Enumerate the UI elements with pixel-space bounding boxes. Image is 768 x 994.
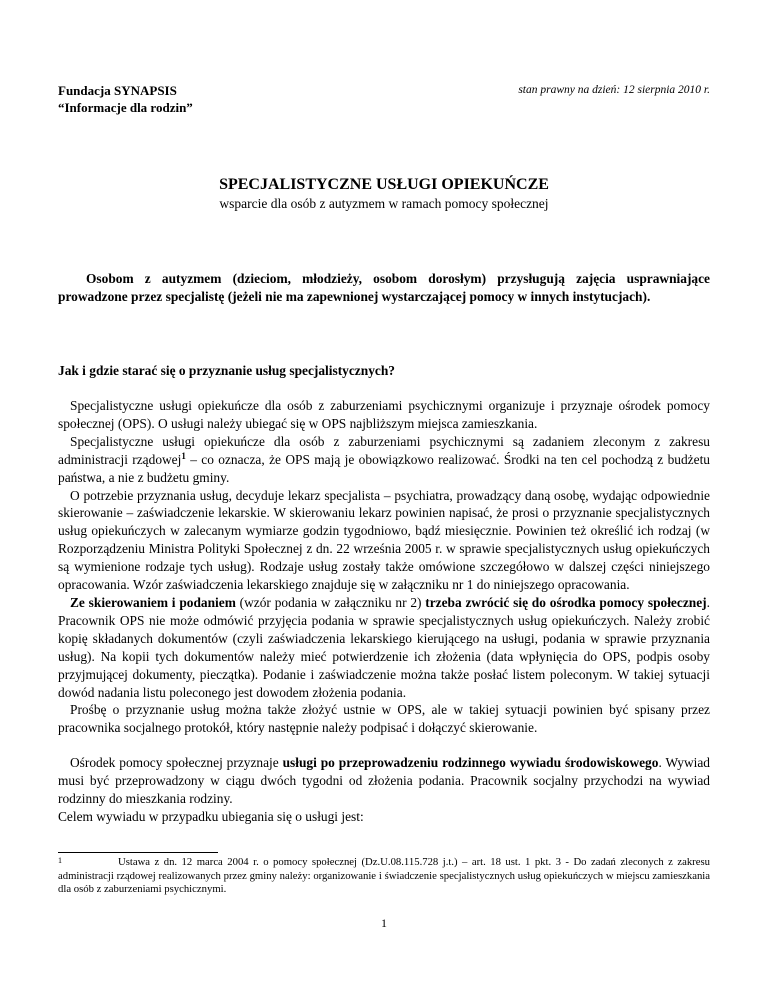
paragraph-3: O potrzebie przyznania usług, decyduje lekarz specjalista – psychiatra, prowadzący daną osobę, wydając odpowiednie skierowanie – zaświadczenie lekarskie. W skierowaniu lekarz powinien napisać, że prosi o przyznanie specjalistycznych usług opiekuńczych w zalecanym wymiarze godzin tygodniowo, bądź miesięcznie. Powinien też określić ich rodzaj (w Rozporządzeniu Ministra Polityki Społecznej z dn. 22 września 2005 r. w sprawie specjalistycznych usług opiekuńczych są wymienione rodzaje tych usług). Rodzaje usług zostały także omówione szczegółowo w dalszej części niniejszego opracowania. Wzór zaświadczenia lekarskiego znajduje się w załączniku nr 1 do niniejszego opracowania. [58, 487, 710, 593]
body-text [58, 397, 710, 826]
paragraph-6-text-2: . Wywiad musi być przeprowadzony w ciągu dwóch tygodni od złożenia podania. Pracownik socjalny przychodzi na wywiad rodzinny do mieszkania rodziny. [58, 755, 711, 807]
series-name: “Informacje dla rodzin” [58, 100, 193, 115]
paragraph-2-text-b: – co oznacza, że OPS mają je obowiązkowo realizować. Środki na ten cel pochodzą z budżetu państwa, a nie z budżetu gminy. [58, 451, 710, 485]
footnote [58, 856, 710, 897]
paragraph-2-text-a: Specjalistyczne usługi opiekuńcze dla osób z zaburzeniami psychicznymi są zadaniem zleconym z zakresu administracji rządowej [58, 433, 710, 467]
document-subtitle: wsparcie dla osób z autyzmem w ramach pomocy społecznej [219, 196, 549, 211]
paragraph-6-bold-1: usługi po przeprowadzeniu rodzinnego wywiadu środowiskowego [282, 755, 659, 771]
paragraph-4-bold-2: trzeba zwrócić się do ośrodka pomocy społecznej [425, 594, 707, 610]
document-title-block [58, 175, 710, 213]
paragraph-6-text-1: Ośrodek pomocy społecznej przyznaje [70, 755, 283, 771]
paragraph-4-bold-1: Ze skierowaniem i podaniem [70, 594, 236, 610]
footnote-text: Ustawa z dn. 12 marca 2004 r. o pomocy społecznej (Dz.U.08.115.728 j.t.) – art. 18 ust. 1 pkt. 3 - Do zadań zleconych z zakresu administracji rządowej realizowanych przez gminy należy: organizowanie i świadczenie specjalistycznych usług opiekuńczych w miejscu zamieszkania dla osób z zaburzeniami psychicznymi. [58, 856, 710, 896]
paragraph-4-text-2: . Pracownik OPS nie może odmówić przyjęcia podania w sprawie specjalistycznych usług opiekuńczych. Należy zrobić kopię składanych dokumentów (czyli zaświadczenia lekarskiego kierującego na usługi, podania w sprawie przyznania usług). Na kopii tych dokumentów należy mieć potwierdzenie ich złożenia (data wpłynięcia do OPS, podpis osoby przyjmującej dokumenty, pieczątka). Podanie i zaświadczenie można także posłać listem poleconym. W takiej sytuacji dowód nadania listu poleconego jest dowodem złożenia podania. [58, 594, 710, 700]
intro-paragraph: Osobom z autyzmem (dzieciom, młodzieży, osobom dorosłym) przysługują zajęcia usprawniające prowadzone przez specjalistę (jeżeli nie ma zapewnionej wystarczającej pomocy w innych instytucjach). [58, 271, 710, 304]
paragraph-4 [58, 594, 710, 701]
paragraph-7: Celem wywiadu w przypadku ubiegania się o usługi jest: [58, 808, 364, 824]
legal-state-date: stan prawny na dzień: 12 sierpnia 2010 r. [518, 84, 710, 96]
footnote-ref: 1 [181, 450, 186, 461]
footnote-number: 1 [58, 856, 62, 865]
org-name: Fundacja SYNAPSIS [58, 83, 177, 98]
paragraph-2 [58, 433, 710, 487]
paragraph-4-text-1: (wzór podania w załączniku nr 2) [235, 594, 426, 610]
page-header [58, 82, 710, 116]
paragraph-1: Specjalistyczne usługi opiekuńcze dla osób z zaburzeniami psychicznymi organizuje i przyznaje ośrodek pomocy społecznej (OPS). O usługi należy ubiegać się w OPS najbliższym miejsca zamieszkania. [58, 398, 710, 431]
page-number: 1 [381, 916, 387, 930]
section-heading: Jak i gdzie starać się o przyznanie usług specjalistycznych? [58, 363, 395, 378]
document-title: SPECJALISTYCZNE USŁUGI OPIEKUŃCZE [219, 176, 549, 193]
footnote-separator [58, 852, 218, 853]
paragraph-6 [58, 754, 710, 808]
paragraph-5: Prośbę o przyznanie usług można także złożyć ustnie w OPS, ale w takiej sytuacji powinien być spisany przez pracownika socjalnego protokół, który następnie należy podpisać i dołączyć skierowanie. [58, 702, 710, 736]
